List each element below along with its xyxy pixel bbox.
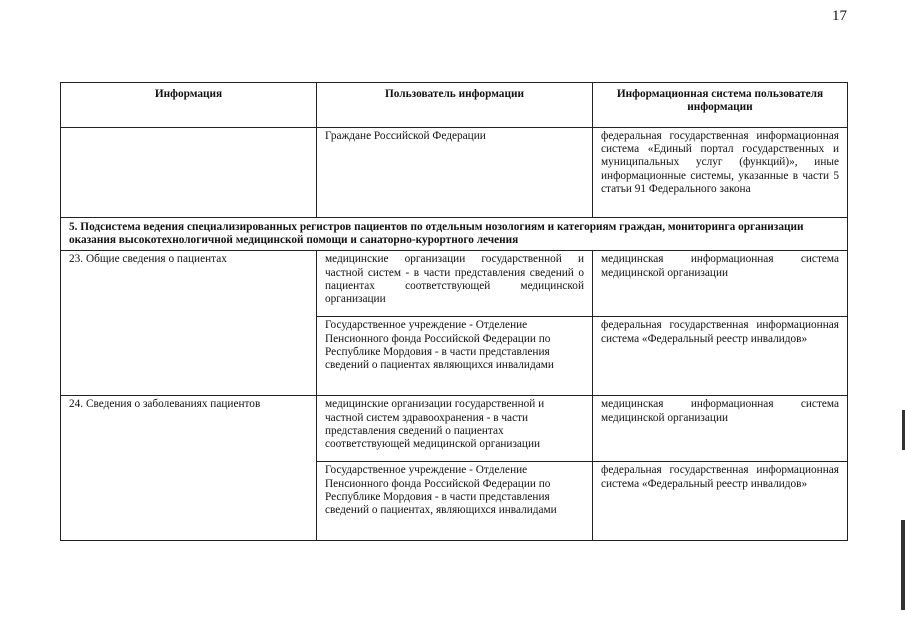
cell-system: федеральная государственная информационная система «Федеральный реестр инвалидов» <box>593 462 848 541</box>
cell-info: 24. Сведения о заболеваниях пациентов <box>61 396 317 541</box>
cell-system: федеральная государственная информационная система «Федеральный реестр инвалидов» <box>593 317 848 396</box>
table-row <box>61 396 848 462</box>
cell-user: медицинские организации государственной и частной систем - в части представления сведений о пациентах соответствующей медицинской организации <box>317 251 593 317</box>
page-number: 17 <box>832 8 847 24</box>
information-table <box>60 82 848 541</box>
table-header-row <box>61 83 848 128</box>
section-row <box>61 218 848 251</box>
cell-system: медицинская информационная система медицинской организации <box>593 251 848 317</box>
scan-edge-mark <box>901 520 905 610</box>
table-row <box>61 128 848 218</box>
section-title: 5. Подсистема ведения специализированных регистров пациентов по отдельным нозологиям и категориям граждан, мониторинга организации оказания высокотехнологичной медицинской помощи и санаторно-курортного лечения <box>61 218 848 251</box>
header-information-user: Пользователь информации <box>317 83 593 128</box>
header-information: Информация <box>61 83 317 128</box>
cell-user: Государственное учреждение - Отделение Пенсионного фонда Российской Федерации по Республике Мордовия - в части представления сведений о пациентах являющихся инвалидами <box>317 317 593 396</box>
table-row <box>61 251 848 317</box>
cell-system: медицинская информационная система медицинской организации <box>593 396 848 462</box>
cell-user: Граждане Российской Федерации <box>317 128 593 218</box>
cell-info <box>61 128 317 218</box>
header-information-system: Информационная система пользователя информации <box>593 83 848 128</box>
cell-info: 23. Общие сведения о пациентах <box>61 251 317 396</box>
cell-user: Государственное учреждение - Отделение Пенсионного фонда Российской Федерации по Республике Мордовия - в части представления сведений о пациентах, являющихся инвалидами <box>317 462 593 541</box>
cell-user: медицинские организации государственной и частной систем здравоохранения - в части представления сведений о пациентах соответствующей медицинской организации <box>317 396 593 462</box>
cell-system: федеральная государственная информационная система «Единый портал государственных и муниципальных услуг (функций)», иные информационные системы, указанные в части 5 статьи 91 Федерального закона <box>593 128 848 218</box>
